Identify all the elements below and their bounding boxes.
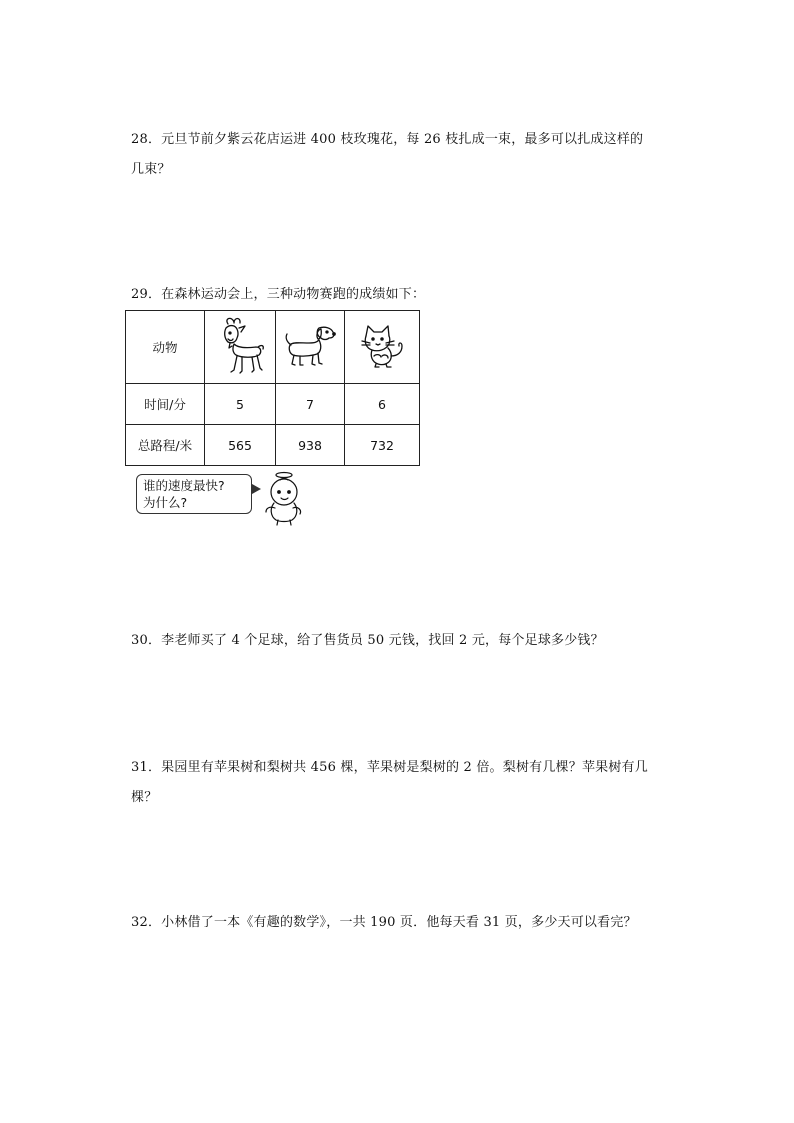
question-30	[131, 626, 671, 656]
distance-goat: 565	[205, 425, 276, 466]
time-goat: 5	[205, 384, 276, 425]
question-28-line1: 28．元旦节前夕紫云花店运进 400 枝玫瑰花，每 26 枝扎成一束，最多可以扎成这样的	[131, 132, 644, 147]
animal-cell-dog	[276, 311, 345, 384]
question-31-line1: 31．果园里有苹果树和梨树共 456 棵，苹果树是梨树的 2 倍。梨树有几棵？苹果树有几	[131, 760, 648, 775]
time-dog: 7	[276, 384, 345, 425]
dog-icon	[281, 322, 339, 370]
child-angel-icon	[258, 470, 308, 528]
header-cell-animal: 动物	[126, 311, 205, 384]
race-results-table	[125, 310, 420, 466]
time-cat: 6	[345, 384, 420, 425]
speech-bubble-line1: 谁的速度最快?	[143, 478, 225, 493]
table-header-row	[126, 311, 420, 384]
distance-cat: 732	[345, 425, 420, 466]
question-30-text: 30．李老师买了 4 个足球，给了售货员 50 元钱，找回 2 元，每个足球多少钱？	[131, 633, 604, 648]
row-label-distance: 总路程/米	[126, 425, 205, 466]
question-32	[131, 908, 671, 938]
goat-icon	[212, 314, 268, 378]
question-29	[131, 280, 671, 310]
table-row-distance	[126, 425, 420, 466]
speech-bubble-line2: 为什么?	[143, 495, 188, 510]
question-31-line2: 棵？	[131, 790, 158, 805]
animal-cell-cat	[345, 311, 420, 384]
row-label-time: 时间/分	[126, 384, 205, 425]
question-31	[131, 753, 671, 813]
speech-bubble	[136, 474, 252, 514]
cat-icon	[356, 322, 408, 370]
animal-cell-goat	[205, 311, 276, 384]
table-row-time	[126, 384, 420, 425]
distance-dog: 938	[276, 425, 345, 466]
question-29-text: 29．在森林运动会上，三种动物赛跑的成绩如下：	[131, 287, 426, 302]
question-32-text: 32．小林借了一本《有趣的数学》，一共 190 页．他每天看 31 页，多少天可以看完？	[131, 915, 637, 930]
question-28-line2: 几束？	[131, 162, 171, 177]
question-28	[131, 125, 671, 185]
